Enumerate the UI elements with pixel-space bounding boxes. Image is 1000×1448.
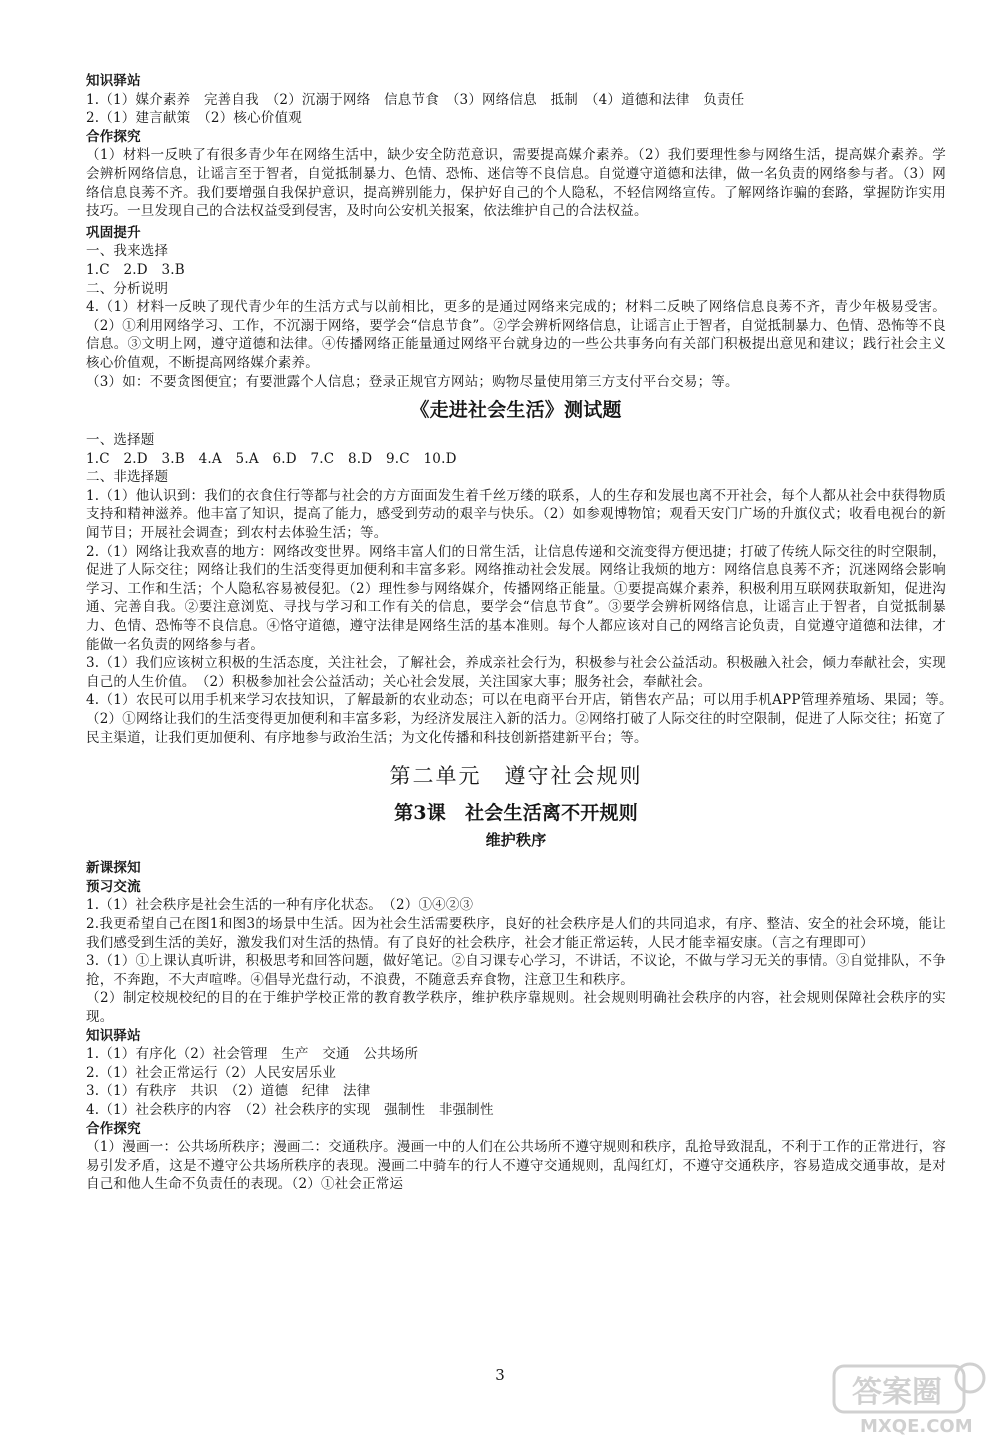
answer-line: 2.（1）建言献策 （2）核心价值观 (86, 110, 302, 127)
lesson-title: 第3课 社会生活离不开规则 (394, 802, 638, 825)
answer-line: 1.（1）社会秩序是社会生活的一种有序化状态。 （2）①④②③ (86, 897, 474, 914)
subsection-heading: 二、非选择题 (86, 469, 169, 486)
section-heading: 合作探究 (86, 128, 141, 145)
section-heading: 新课探知 (86, 860, 141, 877)
watermark-text-bottom: MXQE.COM (860, 1416, 973, 1437)
answer-paragraph: 4.（1）农民可以用手机来学习农技知识，了解最新的农业动态；可以在电商平台开店，销售农产品；可以用手机APP管理养殖场、果园；等。 （2）①网络让我们的生活变得更加便利和丰富多彩，为经济发展注入新的活力。②网络打破了人际交往的时空限制，促进了人际交往；拓宽了民主渠道，让我们更加便利、有序地参与政治生活；为文化传播和科技创新搭建新平台；等。 (86, 692, 960, 746)
page-content (86, 72, 960, 1194)
section-heading: 知识驿站 (86, 1027, 141, 1044)
answer-paragraph: （2）制定校规校纪的目的在于维护学校正常的教育教学秩序，维护秩序靠规则。社会规则明确社会秩序的内容，社会规则保障社会秩序的实现。 (86, 990, 946, 1025)
unit-title: 第二单元 遵守社会规则 (389, 764, 643, 789)
subsection-heading: 一、选择题 (86, 432, 155, 449)
answer-paragraph: 2.（1）网络让我欢喜的地方：网络改变世界。网络丰富人们的日常生活，让信息传递和交流变得方便迅捷；打破了传统人际交往的时空限制，促进了人际交往；网络让我们的生活变得更加便利和丰富多彩。网络推动社会发展。网络让我烦的地方：网络信息良莠不齐；沉迷网络会影响学习、工作和生活；个人隐私容易被侵犯。（2）理性参与网络媒介，传播网络正能量。①要提高媒介素养，积极利用互联网获取新知，促进沟通、完善自我。②要注意浏览、寻找与学习和工作有关的信息，要学会“信息节食”。③要学会辨析网络信息，让谣言止于智者，自觉抵制暴力、色情、恐怖等不良信息。④恪守道德，遵守法律是网络生活的基本准则。每个人都应该对自己的网络言论负责，自觉遵守道德和法律，才能做一名负责的网络参与者。 (86, 543, 946, 653)
answer-line: 1.C 2.D 3.B (86, 261, 185, 278)
page-number: 3 (495, 1366, 505, 1384)
answer-paragraph: 3.（1）①上课认真听讲，积极思考和回答问题，做好笔记。②自习课专心学习，不讲话，不议论，不做与学习无关的事情。③自觉排队，不争抢，不奔跑，不大声喧哗。④倡导光盘行动，不浪费，不随意丢弃食物，注意卫生和秩序。 (86, 953, 946, 988)
section-heading: 知识驿站 (86, 73, 141, 89)
answer-line: 2.（1）社会正常运行（2）人民安居乐业 (86, 1064, 337, 1081)
section-heading: 合作探究 (86, 1120, 141, 1137)
lesson-subtitle: 维护秩序 (485, 831, 547, 850)
answer-paragraph: （3）如：不要贪图便宜；有要泄露个人信息；登录正规官方网站；购物尽量使用第三方支付平台交易；等。 (86, 373, 739, 390)
watermark-logo (830, 1360, 990, 1440)
answer-paragraph: （1）材料一反映了有很多青少年在网络生活中，缺少安全防范意识，需要提高媒介素养。（2）我们要理性参与网络生活，提高媒介素养。学会辨析网络信息，让谣言至于智者，自觉抵制暴力、色情、恐怖、迷信等不良信息。自觉遵守道德和法律，做一名负责的网络参与者。（3）网络信息良莠不齐。我们要增强自我保护意识，提高辨别能力，保护好自己的个人隐私，不轻信网络宣传。了解网络诈骗的套路，掌握防诈实用技巧。一旦发现自己的合法权益受到侵害，及时向公安机关报案，依法维护自己的合法权益。 (86, 147, 946, 220)
answer-paragraph: 4.（1）材料一反映了现代青少年的生活方式与以前相比，更多的是通过网络来完成的；材料二反映了网络信息良莠不齐，青少年极易受害。（2）①利用网络学习、工作，不沉溺于网络，要学会“信息节食”。②学会辨析网络信息，让谣言止于智者，自觉抵制暴力、色情、恐怖等不良信息。③文明上网，遵守道德和法律。④传播网络正能量通过网络平台就身边的一些公共事务向有关部门积极提出意见和建议；践行社会主义核心价值观，不断提高网络媒介素养。 (86, 299, 946, 371)
answer-line: 1.（1）有序化（2）社会管理 生产 交通 公共场所 (86, 1046, 419, 1063)
answer-paragraph: 3.（1）我们应该树立积极的生活态度，关注社会，了解社会，养成亲社会行为，积极参与社会公益活动。积极融入社会，倾力奉献社会，实现自己的人生价值。 （2）积极参加社会公益活动；关心社会发展，关注国家大事；服务社会，奉献社会。 (86, 655, 946, 690)
test-title: 《走进社会生活》测试题 (410, 399, 622, 422)
answer-line: 1.C 2.D 3.B 4.A 5.A 6.D 7.C 8.D 9.C 10.D (86, 450, 457, 467)
subsection-heading: 一、我来选择 (86, 243, 169, 260)
answer-line: 4.（1）社会秩序的内容 （2）社会秩序的实现 强制性 非强制性 (86, 1101, 494, 1118)
answer-paragraph: 1.（1）他认识到：我们的衣食住行等都与社会的方方面面发生着千丝万缕的联系，人的生存和发展也离不开社会，每个人都从社会中获得物质支持和精神滋养。他丰富了知识，提高了能力，感受到劳动的艰辛与快乐。（2）如参观博物馆；观看天安门广场的升旗仪式；收看电视台的新闻节目；开展社会调查；到农村去体验生活；等。 (86, 487, 946, 542)
section-heading: 巩固提升 (86, 224, 141, 241)
answer-line: 3.（1）有秩序 共识 （2）道德 纪律 法律 (86, 1083, 371, 1100)
subsection-heading: 二、分析说明 (86, 280, 169, 297)
answer-line: 1.（1）媒介素养 完善自我 （2）沉溺于网络 信息节食 （3）网络信息 抵制 （4）道德和法律 负责任 (86, 91, 745, 108)
watermark-text-top: 答案圈 (852, 1375, 942, 1410)
section-heading: 预习交流 (86, 878, 141, 895)
answer-paragraph: 2.我更希望自己在图1和图3的场景中生活。因为社会生活需要秩序，良好的社会秩序是人们的共同追求，有序、整洁、安全的社会环境，能让我们感受到生活的美好，激发我们对生活的热情。有了良好的社会秩序，社会才能正常运转，人民才能幸福安康。（言之有理即可） (86, 915, 946, 951)
answer-paragraph: （1）漫画一：公共场所秩序；漫画二：交通秩序。漫画一中的人们在公共场所不遵守规则和秩序，乱抢导致混乱，不利于工作的正常进行，容易引发矛盾，这是不遵守公共场所秩序的表现。漫画二中骑车的行人不遵守交通规则，乱闯红灯，不遵守交通秩序，容易造成交通事故，是对自己和他人生命不负责任的表现。（2）①社会正常运 (86, 1139, 946, 1193)
